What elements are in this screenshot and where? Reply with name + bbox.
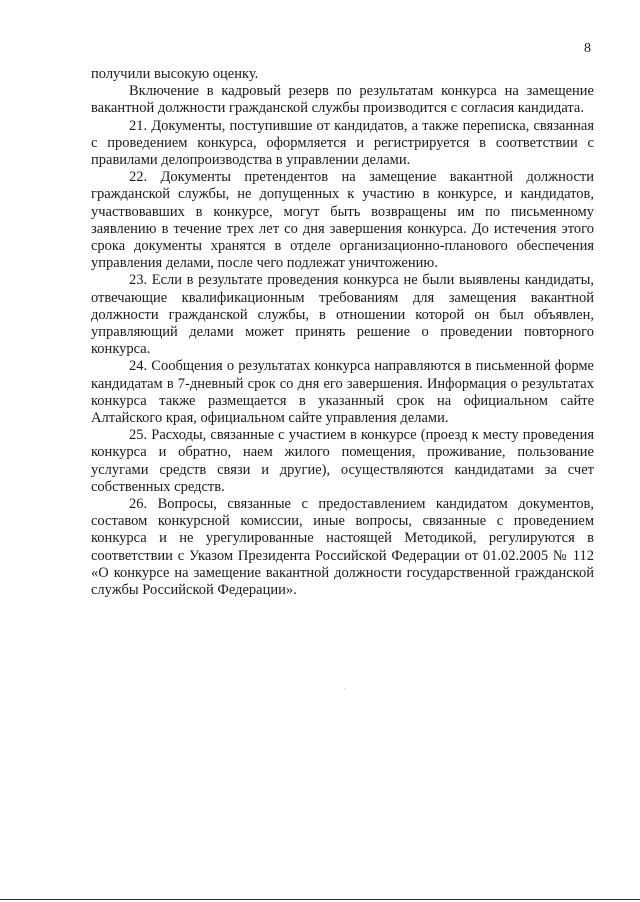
paragraph-21 <box>91 118 594 170</box>
scan-speck <box>344 688 345 689</box>
paragraph-text: Расходы, связанные с участием в конкурсе (проезд к месту проведения конкурса и обратно, наем жилого помещения, проживание, пользование услугами средств связи и другие), осуществляются кандидатами за счет собственных средств. <box>91 427 594 495</box>
paragraph-number: 26. <box>129 496 148 513</box>
paragraph-number: 23. <box>129 272 148 289</box>
paragraph-text: Документы претендентов на замещение вакантной должности гражданской службы, не допущенных к участию в конкурсе, и кандидатов, участвовавших в конкурсе, могут быть возвращены им по письменному заявлению в течение трех лет со дня завершения конкурса. До истечения этого срока документы хранятся в отделе организационно-планового обеспечения управления делами, после чего подлежат уничтожению. <box>91 169 594 272</box>
paragraph-26 <box>91 496 594 599</box>
paragraph-reserve-inclusion <box>91 83 594 117</box>
paragraph-text: Сообщения о результатах конкурса направляются в письменной форме кандидатам в 7-дневный срок со дня его завершения. Информация о результатах конкурса также размещается в указанный срок на официальном сайте Алтайского края, официальном сайте управления делами. <box>91 358 594 427</box>
paragraph-text: Если в результате проведения конкурса не были выявлены кандидаты, отвечающие квалификационным требованиям для замещения вакантной должности гражданской службы, в отношении которой он был объявлен, управляющий делами может принять решение о проведении повторного конкурса. <box>91 272 594 358</box>
paragraph-continuation <box>91 66 594 83</box>
document-body <box>91 66 594 599</box>
paragraph-number: 21. <box>129 117 148 134</box>
paragraph-number: 24. <box>129 358 148 375</box>
paragraph-23 <box>91 272 594 358</box>
paragraph-text: Включение в кадровый резерв по результатам конкурса на замещение вакантной должности гражданской службы производится с согласия кандидата. <box>91 83 594 117</box>
paragraph-text: получили высокую оценку. <box>91 66 259 82</box>
paragraph-24 <box>91 358 594 427</box>
paragraph-number: 25. <box>129 427 148 444</box>
paragraph-text: Вопросы, связанные с предоставлением кандидатом документов, составом конкурсной комиссии, иные вопросы, связанные с проведением конкурса и не урегулированные настоящей Методикой, регулируются в соответствии с Указом Президента Российской Федерации от 01.02.2005 № 112 «О конкурсе на замещение вакантной должности государственной гражданской службы Российской Федерации». <box>91 496 594 599</box>
page-number: 8 <box>584 41 591 56</box>
paragraph-25 <box>91 427 594 496</box>
bottom-edge-line <box>0 899 640 900</box>
paragraph-text: Документы, поступившие от кандидатов, а также переписка, связанная с проведением конкурса, оформляется и регистрируется в соответствии с правилами делопроизводства в управлении делами. <box>91 117 594 169</box>
paragraph-number: 22. <box>129 169 148 186</box>
paragraph-22 <box>91 169 594 272</box>
